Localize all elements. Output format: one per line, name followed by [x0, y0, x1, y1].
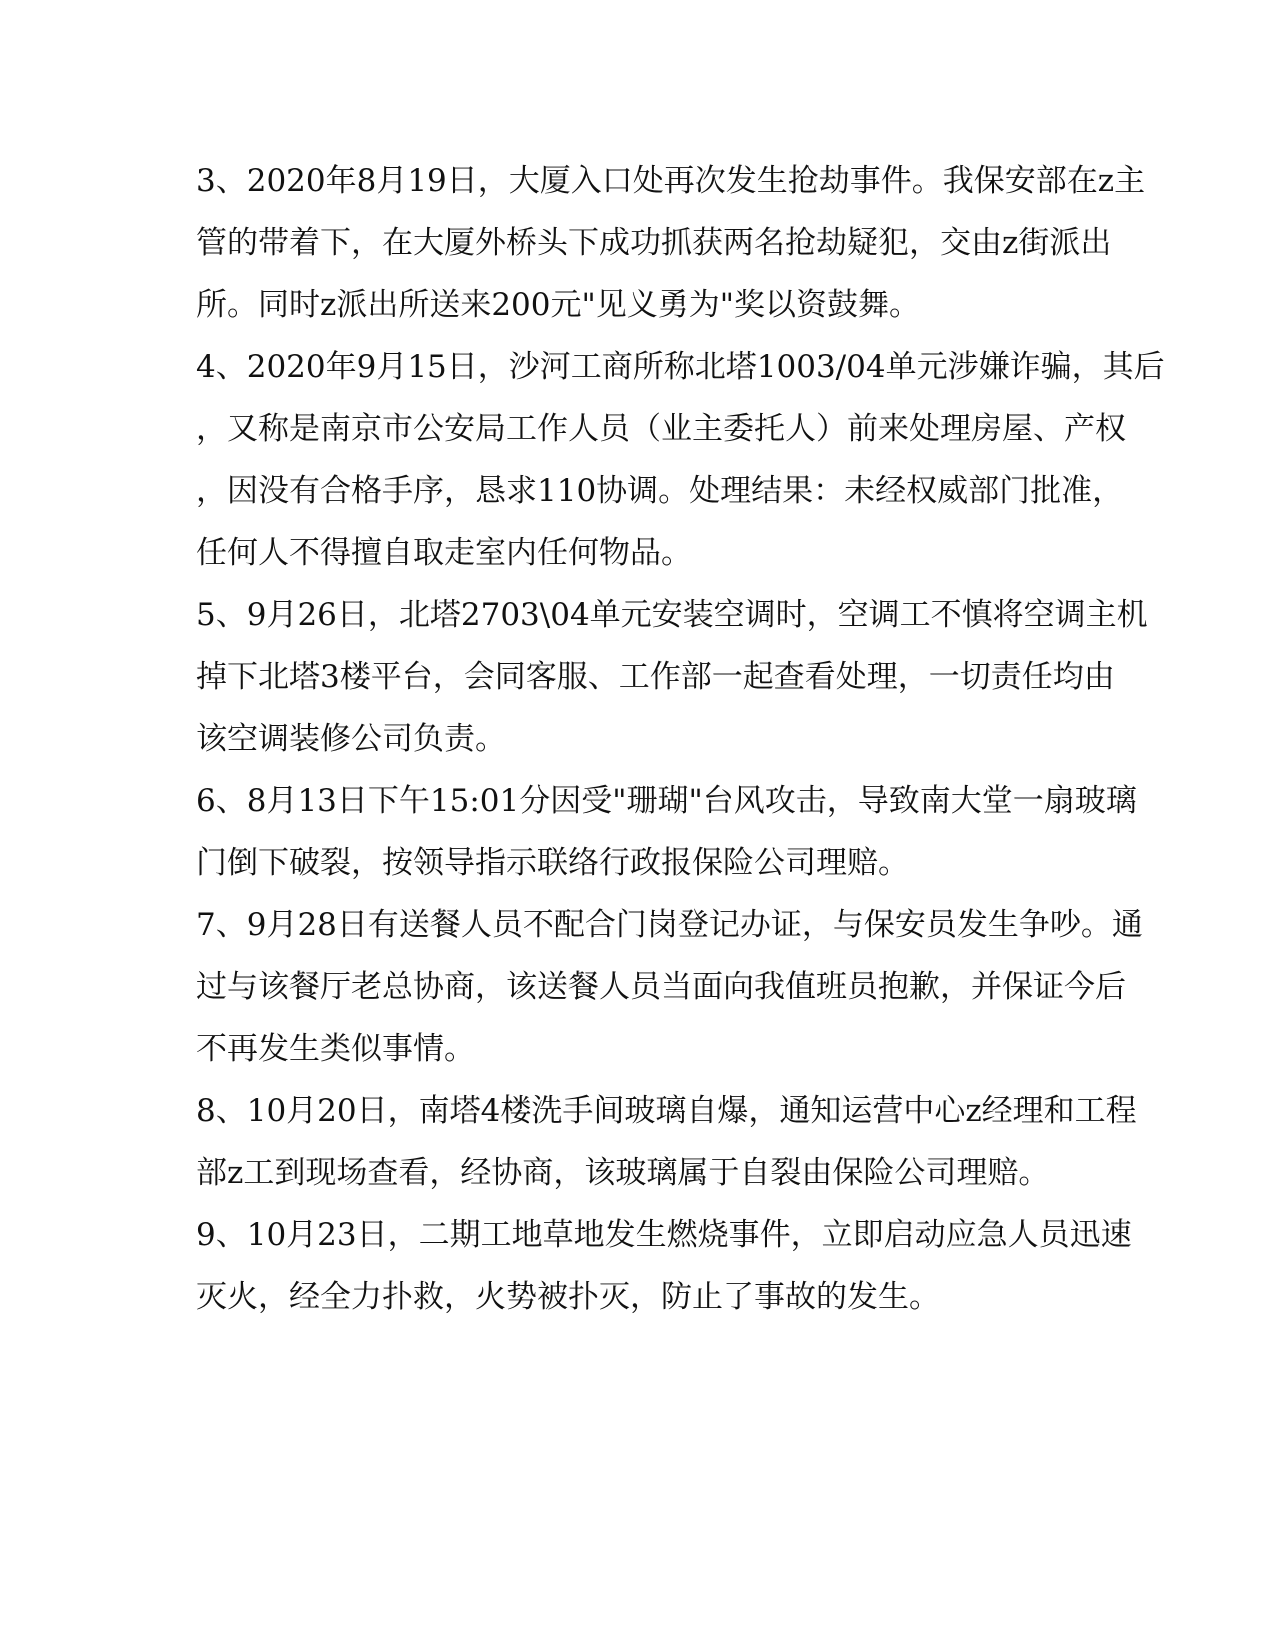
text-line: 部z工到现场查看，经协商，该玻璃属于自裂由保险公司理赔。	[196, 1155, 1050, 1191]
text-line: 9、10月23日，二期工地草地发生燃烧事件，立即启动应急人员迅速	[196, 1217, 1132, 1253]
text-line: 过与该餐厅老总协商，该送餐人员当面向我值班员抱歉，并保证今后	[196, 969, 1126, 1005]
text-line: 不再发生类似事情。	[196, 1031, 475, 1067]
text-line: 8、10月20日，南塔4楼洗手间玻璃自爆，通知运营中心z经理和工程	[196, 1093, 1137, 1129]
text-line: 管的带着下，在大厦外桥头下成功抓获两名抢劫疑犯，交由z街派出	[196, 225, 1112, 261]
text-line: 3、2020年8月19日，大厦入口处再次发生抢劫事件。我保安部在z主	[196, 163, 1146, 199]
document-body	[196, 150, 1165, 1328]
text-line: 6、8月13日下午15:01分因受"珊瑚"台风攻击，导致南大堂一扇玻璃	[196, 783, 1137, 819]
text-line: 4、2020年9月15日，沙河工商所称北塔1003/04单元涉嫌诈骗，其后	[196, 349, 1165, 385]
text-line: ，因没有合格手序，恳求110协调。处理结果：未经权威部门批准，	[196, 473, 1124, 509]
text-line: 掉下北塔3楼平台，会同客服、工作部一起查看处理，一切责任均由	[196, 659, 1115, 695]
text-line: 所。同时z派出所送来200元"见义勇为"奖以资鼓舞。	[196, 287, 921, 323]
text-line: 7、9月28日有送餐人员不配合门岗登记办证，与保安员发生争吵。通	[196, 907, 1143, 943]
text-line: 灭火，经全力扑救，火势被扑灭，防止了事故的发生。	[196, 1279, 940, 1315]
text-line: ，又称是南京市公安局工作人员（业主委托人）前来处理房屋、产权	[196, 411, 1126, 447]
text-line: 门倒下破裂，按领导指示联络行政报保险公司理赔。	[196, 845, 909, 881]
text-line: 该空调装修公司负责。	[196, 721, 506, 757]
text-line: 5、9月26日，北塔2703\04单元安装空调时，空调工不慎将空调主机	[196, 597, 1148, 633]
text-line: 任何人不得擅自取走室内任何物品。	[196, 535, 692, 571]
